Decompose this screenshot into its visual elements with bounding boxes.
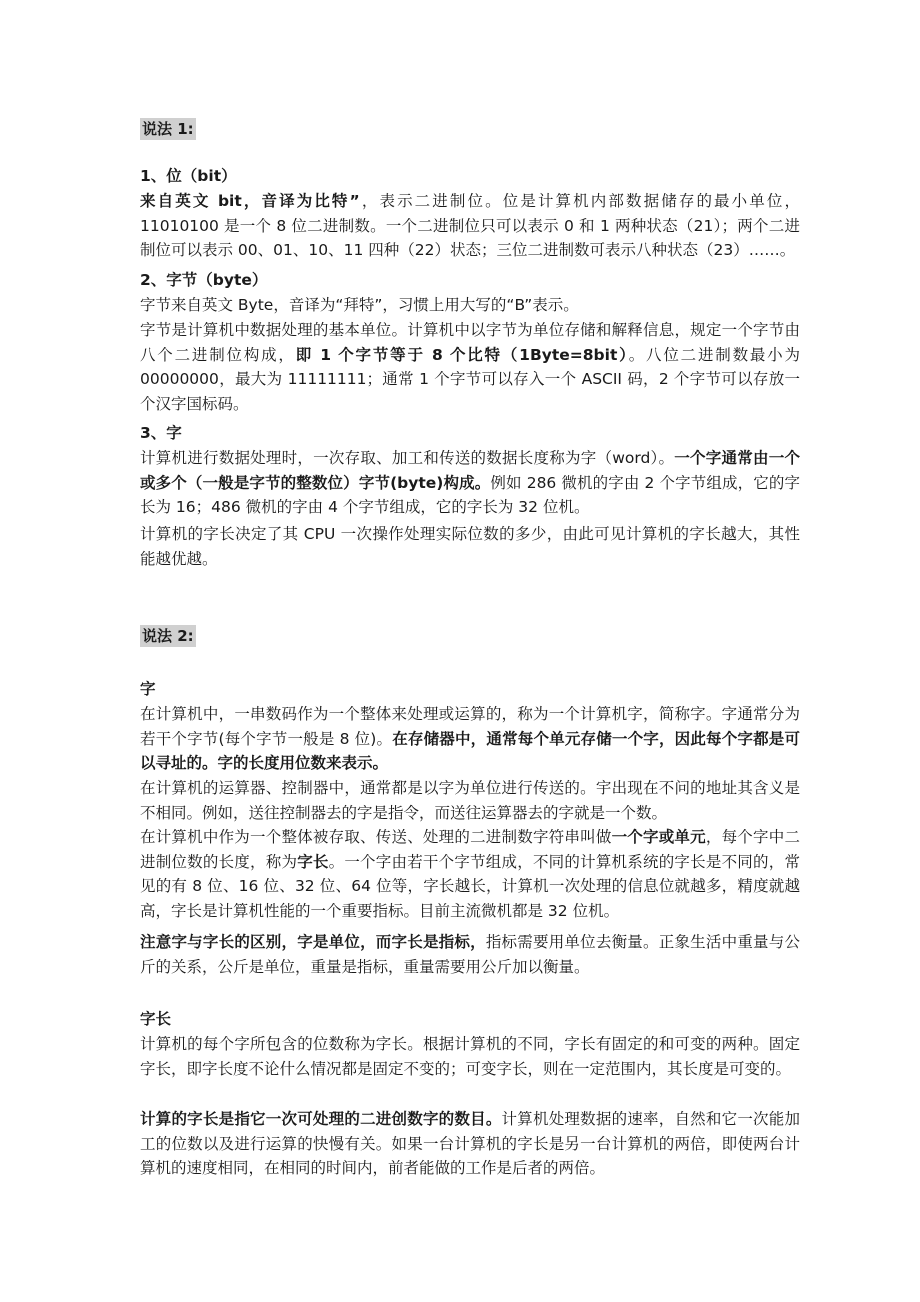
zi-text-4: ，每个字中二进制位数的长度，称为 (140, 828, 800, 871)
zi-bold-1: 在存储器中，通常每个单元存储一个字，因此每个字都是可以寻址的。字的长度用位数来表示。 (140, 729, 800, 772)
section2-tag: 说法 2: (142, 627, 194, 645)
zi-bold-3: 一个字或单元 (611, 828, 706, 846)
word-bold: 一个字通常由一个或多个（一般是字节的整数位）字节(byte)构成。 (140, 449, 800, 492)
paragraph-bit (140, 189, 800, 263)
paragraph-zichang-speed (140, 1107, 800, 1181)
paragraph-byte-origin: 字节来自英文 Byte，音译为“拜特”，习惯上用大写的“B”表示。 (140, 296, 579, 314)
paragraph-zi-note (140, 930, 800, 979)
paragraph-byte (140, 318, 800, 416)
zi-text-5: 。一个字由若干个字节组成，不同的计算机系统的字长是不同的，常见的有 8 位、16 位、32 位、64 位等，字长越长，计算机一次处理的信息位就越多，精度就越高，字长是计算机性能的一个重要指标。目前主流微机都是 32 位机。 (140, 852, 800, 920)
paragraph-zi-unit (140, 825, 800, 923)
paragraph-word (140, 446, 800, 520)
zi-text-1: 在计算机中，一串数码作为一个整体来处理或运算的，称为一个计算机字，简称字。字通常分为若干个字节(每个字节一般是 8 位)。 (140, 705, 800, 748)
paragraph-word-length: 计算机的字长决定了其 CPU 一次操作处理实际位数的多少，由此可见计算机的字长越大，其性能越优越。 (140, 525, 800, 568)
zi-bold-4: 字长 (297, 852, 329, 871)
heading-bit: 1、位（bit） (140, 167, 237, 185)
paragraph-zichang: 计算机的每个字所包含的位数称为字长。根据计算机的不同，字长有固定的和可变的两种。固定字长，即字长度不论什么情况都是固定不变的；可变字长，则在一定范围内，其长度是可变的。 (140, 1035, 800, 1078)
heading-zichang: 字长 (140, 1010, 172, 1028)
zi-text-3: 在计算机中作为一个整体被存取、传送、处理的二进制数字符串叫做 (140, 828, 612, 846)
heading-word: 3、字 (140, 424, 182, 442)
zi-text-6: 指标需要用单位去衡量。正象生活中重量与公斤的关系，公斤是单位，重量是指标，重量需要用公斤加以衡量。 (140, 933, 800, 976)
zi-bold-6: 注意字与字长的区别，字是单位，而字长是指标， (140, 933, 486, 951)
zc-bold-2: 计算的字长是指它一次可处理的二进创数字的数目。 (140, 1110, 502, 1128)
heading-byte: 2、字节（byte） (140, 271, 268, 289)
section1-tag: 说法 1: (142, 120, 194, 138)
word-text-2: 例如 286 微机的字由 2 个字节组成，它的字长为 16；486 微机的字由 4 个字节组成，它的字长为 32 位机。 (140, 473, 801, 516)
byte-text-1: 字节是计算机中数据处理的基本单位。计算机中以字节为单位存储和解释信息，规定一个字节由八个二进制位构成， (140, 321, 800, 364)
paragraph-zi-transfer: 在计算机的运算器、控制器中，通常都是以字为单位进行传送的。宇出现在不问的地址其含义是不相同。例如，送往控制器去的字是指令，而送往运算器去的字就是一个数。 (140, 779, 800, 822)
zc-text-2: 计算机处理数据的速率，自然和它一次能加工的位数以及进行运算的快慢有关。如果一台计算机的字长是另一台计算机的两倍，即使两台计算机的速度相同，在相同的时间内，前者能做的工作是后者的两倍。 (140, 1110, 800, 1177)
byte-text-2: 。八位二进制数最小为 00000000，最大为 11111111；通常 1 个字节可以存入一个 ASCII 码，2 个字节可以存放一个汉字国标码。 (140, 345, 800, 413)
heading-zi: 字 (140, 680, 156, 698)
paragraph-zi (140, 702, 800, 776)
bit-bold: 来自英文 bit，音译为比特” (140, 192, 360, 210)
bit-text: ，表示二进制位。位是计算机内部数据储存的最小单位，11010100 是一个 8 位二进制数。一个二进制位只可以表示 0 和 1 两种状态（21）；两个二进制位可以表示 00、01、10、11 四种（22）状态；三位二进制数可表示八种状态（23）……。 (140, 192, 800, 259)
word-text-1: 计算机进行数据处理时，一次存取、加工和传送的数据长度称为字（word）。 (140, 449, 675, 467)
byte-bold: 即 1 个字节等于 8 个比特（1Byte=8bit） (295, 345, 629, 364)
